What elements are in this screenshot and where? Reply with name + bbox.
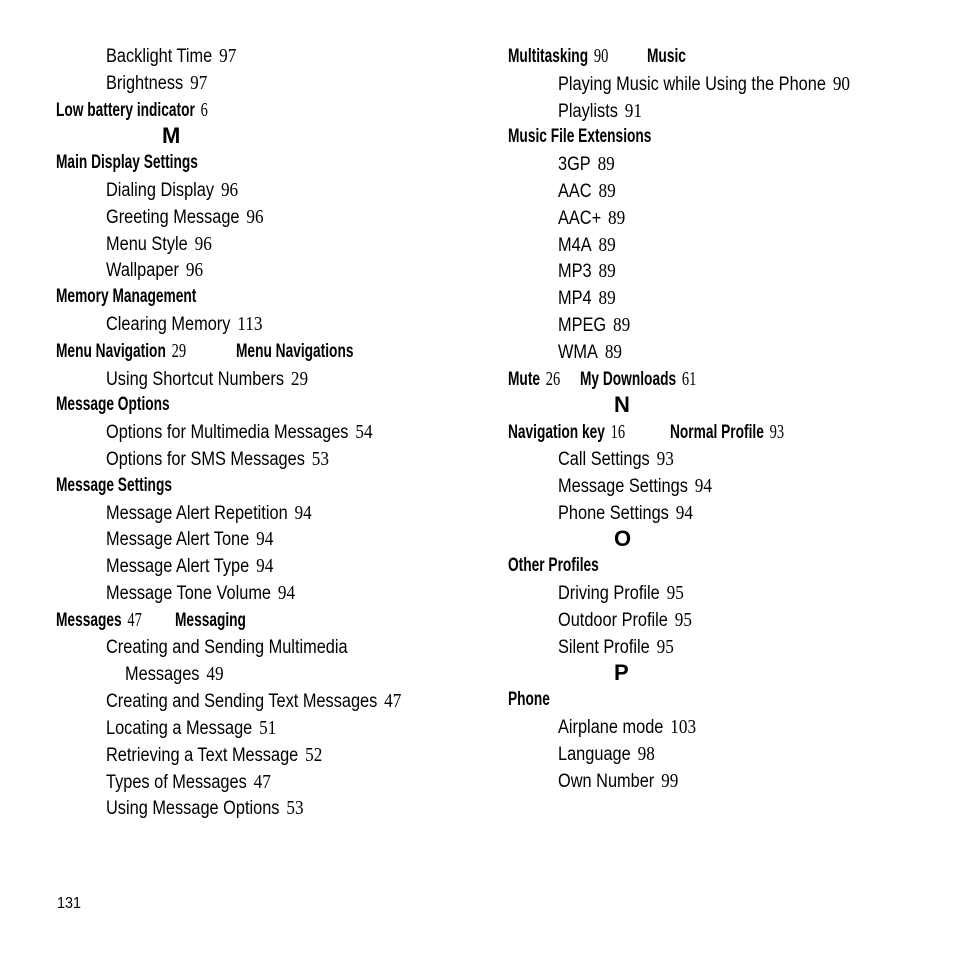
entry-text [106, 257, 203, 285]
entry-term: Backlight Time [106, 46, 213, 67]
page-reference: 90 [593, 45, 609, 67]
index-subentry-message-alert-type [56, 553, 476, 580]
entry-text [558, 178, 616, 206]
page-reference: 113 [237, 312, 263, 335]
index-entry-mute [508, 366, 569, 393]
index-subentry-dialing-display [56, 177, 476, 204]
page-reference: 53 [311, 447, 329, 470]
section-letter-p [508, 660, 928, 687]
page-reference: 16 [610, 421, 626, 444]
index-entry-phone [508, 687, 557, 714]
index-subentry-aac [508, 178, 928, 205]
page-reference: 95 [674, 608, 692, 631]
entry-term: Using Message Options [106, 798, 280, 820]
entry-text [175, 608, 246, 635]
index-subentry-own-number [508, 768, 928, 795]
entry-term: Messages [125, 664, 200, 686]
entry-text [558, 580, 684, 608]
page-reference: 61 [682, 367, 697, 390]
index-subentry-backlight-time [56, 43, 476, 70]
index-subentry-aac [508, 205, 928, 232]
page-reference: 89 [612, 313, 631, 336]
entry-term: Messages [56, 609, 122, 631]
entry-term: Locating a Message [106, 717, 253, 739]
section-letter-m [56, 123, 476, 150]
index-subentry-options-for-multimedia-messages [56, 419, 476, 446]
entry-text [106, 43, 236, 71]
index-subentry-messages [56, 661, 476, 688]
entry-text [56, 392, 170, 419]
index-subentry-creating-and-sending-text-messages [56, 688, 476, 715]
entry-text [106, 635, 348, 662]
entry-term: Wallpaper [106, 260, 179, 282]
entry-term: Options for Multimedia Messages [106, 422, 349, 444]
entry-text [56, 338, 186, 366]
index-entry-main-display-settings [56, 150, 223, 177]
entry-term: Driving Profile [558, 582, 660, 604]
index-subentry-mp3 [508, 258, 928, 285]
index-subentry-locating-a-message [56, 715, 476, 742]
entry-term: Messaging [174, 609, 246, 631]
entry-term: Message Settings [56, 474, 172, 496]
entry-term: Other Profiles [508, 555, 599, 577]
page-number: 131 [57, 895, 82, 912]
entry-text [56, 473, 172, 500]
index-column-right [508, 43, 928, 794]
entry-text [670, 419, 784, 447]
entry-text [558, 285, 616, 313]
index-subentry-message-settings [508, 473, 928, 500]
index-entry-music-file-extensions [508, 124, 677, 151]
index-entry-multitasking [508, 43, 626, 70]
page-reference: 89 [598, 233, 616, 256]
page-reference: 94 [256, 555, 274, 578]
page-reference: 47 [384, 690, 402, 713]
entry-text [508, 366, 560, 394]
entry-text [647, 44, 686, 71]
entry-term: Menu Style [106, 233, 188, 255]
entry-text [106, 526, 273, 554]
entry-text [558, 312, 630, 340]
page-reference: 93 [769, 421, 785, 444]
page-reference: 93 [656, 447, 674, 470]
index-entry-normal-profile [670, 419, 804, 446]
entry-text [106, 580, 295, 608]
page-reference: 98 [637, 742, 655, 765]
entry-term: Menu Navigation [56, 340, 166, 362]
index-subentry-wallpaper [56, 257, 476, 284]
index-subentry-message-alert-tone [56, 526, 476, 553]
entry-text [558, 741, 655, 769]
index-entry-navigation-key [508, 419, 646, 446]
entry-term: Music File Extensions [508, 126, 652, 148]
index-subentry-menu-style [56, 231, 476, 258]
entry-term: Outdoor Profile [558, 609, 668, 631]
index-subentry-types-of-messages [56, 769, 476, 796]
page-reference: 94 [294, 501, 312, 524]
entry-term: My Downloads [580, 368, 677, 390]
entry-text [558, 768, 678, 796]
entry-text [558, 98, 642, 126]
entry-term: Message Settings [558, 475, 688, 497]
entry-text [106, 715, 276, 743]
entry-text [106, 366, 308, 394]
entry-term: Message Alert Tone [106, 529, 250, 551]
page-reference: 96 [194, 232, 212, 255]
entry-text [106, 795, 304, 823]
entry-text [558, 205, 625, 233]
page-reference: 97 [190, 71, 208, 94]
index-subentry-3gp [508, 151, 928, 178]
section-letter-label: N [614, 392, 630, 418]
page-reference: 91 [624, 99, 643, 122]
entry-text [558, 339, 622, 367]
entry-text [508, 43, 608, 71]
entry-term: Menu Navigations [236, 340, 354, 362]
page-reference: 90 [832, 72, 851, 95]
page-reference: 89 [604, 340, 623, 363]
page-reference: 52 [305, 743, 323, 766]
entry-term: Message Alert Type [106, 556, 250, 578]
entry-text [508, 124, 651, 151]
entry-text [106, 231, 212, 259]
entry-text [106, 70, 207, 98]
entry-text [236, 339, 353, 366]
entry-text [580, 366, 696, 394]
entry-text [558, 500, 693, 528]
entry-term: Own Number [558, 770, 655, 792]
index-subentry-outdoor-profile [508, 607, 928, 634]
index-entry-my-downloads [580, 366, 717, 393]
index-entry-messaging [175, 608, 258, 635]
index-subentry-airplane-mode [508, 714, 928, 741]
page-reference: 47 [127, 608, 142, 631]
index-subentry-language [508, 741, 928, 768]
index-entry-message-options [56, 392, 190, 419]
entry-text [508, 553, 599, 580]
index-subentry-call-settings [508, 446, 928, 473]
entry-term: M4A [558, 234, 592, 256]
entry-text [558, 446, 674, 474]
entry-text [106, 446, 329, 474]
entry-term: Phone Settings [558, 502, 669, 524]
entry-text [106, 204, 264, 232]
entry-term: Language [558, 743, 631, 765]
entry-term: Main Display Settings [56, 152, 198, 174]
index-subentry-brightness [56, 70, 476, 97]
entry-term: Airplane mode [558, 716, 664, 738]
entry-term: Normal Profile [670, 422, 764, 444]
entry-term: Playing Music while Using the Phone [558, 73, 826, 95]
entry-text [558, 714, 696, 742]
entry-term: Call Settings [558, 448, 650, 470]
entry-term: Phone [508, 689, 550, 711]
index-subentry-playing-music-while-using-the-phone [508, 71, 928, 98]
entry-term: 3GP [558, 154, 591, 176]
entry-text [558, 258, 616, 286]
page-reference: 94 [277, 581, 296, 604]
page-reference: 94 [694, 474, 712, 497]
index-entry-low-battery-indicator [56, 97, 235, 124]
page-reference: 89 [598, 287, 616, 310]
index-subentry-using-shortcut-numbers [56, 366, 476, 393]
page-reference: 96 [185, 259, 204, 282]
index-entry-message-settings [56, 473, 192, 500]
index-entry-other-profiles [508, 553, 615, 580]
entry-text [558, 473, 712, 501]
entry-term: Message Alert Repetition [106, 502, 288, 524]
page-reference: 97 [219, 45, 237, 67]
page-reference: 89 [597, 153, 615, 176]
page-reference: 89 [608, 206, 626, 229]
entry-text [558, 232, 616, 260]
entry-term: Options for SMS Messages [106, 448, 305, 470]
page-reference: 29 [171, 339, 187, 362]
entry-term: Creating and Sending Multimedia [106, 636, 348, 658]
page-reference: 89 [598, 260, 616, 283]
page-reference: 51 [259, 716, 277, 739]
entry-text [558, 71, 850, 99]
entry-term: MP3 [558, 261, 592, 283]
index-entry-messages [56, 607, 157, 634]
entry-text [106, 177, 238, 205]
page-reference: 54 [355, 421, 373, 444]
index-entry-menu-navigation [56, 338, 209, 365]
entry-text [106, 742, 322, 770]
entry-term: Mute [508, 368, 541, 390]
entry-term: MP4 [558, 288, 592, 310]
page-reference: 47 [253, 770, 271, 793]
entry-term: Dialing Display [106, 179, 215, 201]
page-reference: 95 [666, 581, 684, 604]
index-subentry-clearing-memory [56, 311, 476, 338]
entry-text [56, 97, 208, 125]
index-subentry-greeting-message [56, 204, 476, 231]
entry-term: AAC [558, 180, 592, 202]
page-reference: 53 [286, 797, 304, 820]
entry-text [558, 634, 674, 662]
entry-term: Brightness [106, 72, 184, 94]
index-subentry-silent-profile [508, 634, 928, 661]
entry-text [106, 311, 262, 339]
section-letter-o [508, 526, 928, 553]
page-reference: 89 [598, 179, 616, 202]
entry-text [508, 419, 625, 447]
entry-term: Music [646, 46, 686, 67]
index-subentry-driving-profile [508, 580, 928, 607]
entry-text [558, 151, 615, 179]
page-reference: 99 [661, 769, 679, 792]
index-subentry-wma [508, 339, 928, 366]
entry-text [106, 500, 312, 528]
page-reference: 94 [675, 501, 693, 524]
index-subentry-using-message-options [56, 795, 476, 822]
index-subentry-phone-settings [508, 500, 928, 527]
index-entry-memory-management [56, 284, 221, 311]
entry-term: Message Tone Volume [106, 582, 272, 604]
entry-text [56, 150, 198, 177]
page-reference: 26 [545, 367, 561, 390]
section-letter-label: M [162, 123, 181, 149]
page-reference: 96 [246, 205, 264, 228]
entry-term: Playlists [558, 100, 618, 122]
entry-term: Retrieving a Text Message [106, 744, 299, 766]
entry-text [558, 607, 692, 635]
page-reference: 49 [206, 663, 224, 686]
entry-term: Navigation key [508, 422, 605, 444]
section-letter-label: P [614, 660, 629, 686]
index-subentry-mp4 [508, 285, 928, 312]
entry-term: AAC+ [558, 207, 602, 229]
entry-term: Silent Profile [558, 636, 650, 658]
entry-term: MPEG [558, 314, 607, 336]
index-subentry-message-tone-volume [56, 580, 476, 607]
entry-text [56, 284, 196, 311]
index-subentry-retrieving-a-text-message [56, 742, 476, 769]
entry-text [125, 661, 224, 689]
section-letter-label: O [614, 526, 632, 552]
entry-term: Using Shortcut Numbers [106, 368, 284, 390]
page-reference: 6 [200, 98, 208, 121]
entry-term: Multitasking [508, 46, 589, 67]
page-reference: 95 [656, 635, 674, 658]
index-subentry-options-for-sms-messages [56, 446, 476, 473]
entry-text [106, 419, 373, 447]
entry-term: Message Options [56, 394, 170, 416]
page-reference: 94 [256, 528, 274, 551]
index-subentry-mpeg [508, 312, 928, 339]
page-reference: 103 [670, 715, 697, 738]
entry-term: Memory Management [56, 286, 197, 308]
index-subentry-playlists [508, 98, 928, 125]
section-letter-n [508, 392, 928, 419]
entry-text [106, 688, 401, 716]
index-entry-menu-navigations [236, 339, 374, 366]
index-subentry-message-alert-repetition [56, 500, 476, 527]
entry-term: Creating and Sending Text Messages [106, 691, 378, 713]
entry-text [106, 769, 271, 797]
page-reference: 29 [290, 367, 309, 390]
index-entry-music [647, 44, 693, 71]
entry-term: Clearing Memory [106, 313, 231, 335]
entry-term: Types of Messages [106, 771, 247, 793]
entry-text [106, 553, 273, 581]
index-column-left [56, 43, 476, 822]
index-subentry-m4a [508, 232, 928, 259]
index-subentry-creating-and-sending-multimedia [56, 635, 476, 662]
entry-text [508, 687, 550, 714]
entry-term: Greeting Message [106, 206, 240, 228]
entry-term: WMA [558, 341, 598, 363]
entry-text [56, 607, 142, 635]
entry-term: Low battery indicator [56, 99, 195, 121]
page-reference: 96 [220, 178, 239, 201]
